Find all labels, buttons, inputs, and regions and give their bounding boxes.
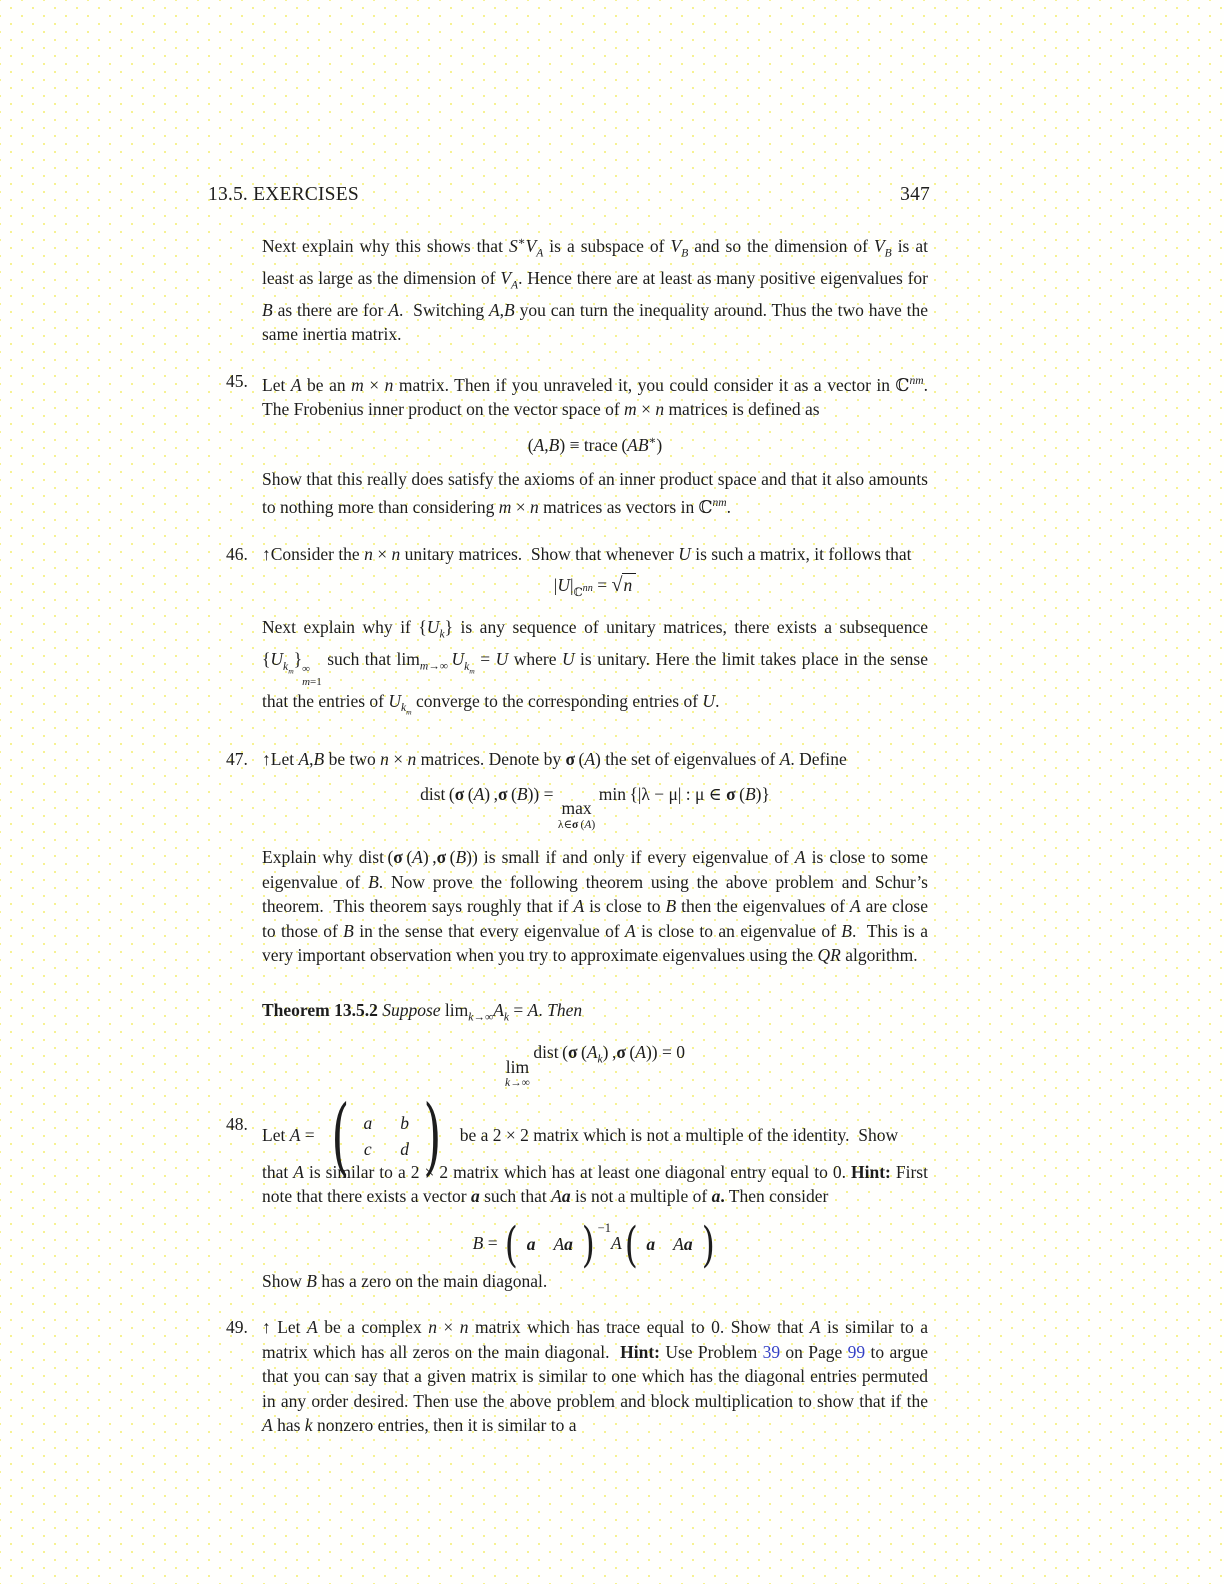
exercise-46	[226, 542, 928, 725]
exercise-47-formula: dist (σ (A) ,σ (B)) = max λ∈σ (A) min {|λ − μ| : μ ∈ σ (B)}	[420, 783, 770, 831]
exercise-49-paragraph-1: ↑ Let A be a complex n × n matrix which has trace equal to 0. Show that A is similar to a matrix which has all zeros on the main diagonal. Hint: Use Problem 39 on Page 99 to argue that you can say that a given matrix is similar to one which has the diagonal entries permuted in any order desired. Then use the above problem and block multiplication to show that if the A has k nonzero entries, then it is similar to a	[262, 1317, 929, 1436]
exercise-47-paragraph-1: ↑Let A,B be two n × n matrices. Denote by σ (A) the set of eigenvalues of A. Define	[262, 749, 847, 770]
section-heading: 13.5. EXERCISES	[208, 184, 359, 205]
exercise-45	[226, 369, 928, 520]
matrix-entry-b: b	[400, 1112, 409, 1133]
matrix-entry-d: d	[400, 1138, 409, 1159]
exercise-45-paragraph-2: Show that this really does satisfy the axioms of an inner product space and that it also amounts to nothing more than considering m × n matrices as vectors in ℂ$^{nm}$.	[262, 468, 928, 518]
page-99-link[interactable]: 99	[847, 1341, 866, 1362]
exercise-45-number: 45.	[226, 370, 248, 391]
matrix-2x2: ( a b c d )	[331, 1086, 442, 1185]
exercise-46-number: 46.	[226, 543, 248, 564]
theorem-statement: Suppose $\lim_{k\to\infty}A_k = A$. Then	[382, 999, 583, 1024]
intro-paragraph: Next explain why this shows that $S^∗V_A$ is a subspace of $V_B$ and so the dimension of $V_B$ is at least as large as the dimension of $V_A$. Hence there are at least as many positive eigenvalues for B as there are for A. Switching A,B you can turn the inequality around. Thus the two have the same inertia matrix.	[262, 235, 928, 345]
matrix-entry-a: a	[363, 1112, 373, 1133]
exercise-48-lead-text: Let A =	[262, 1125, 315, 1146]
theorem-13-5-2	[262, 998, 928, 1090]
exercise-48-number: 48.	[226, 1113, 248, 1134]
matrix-entries	[356, 1112, 416, 1160]
exercise-47-paragraph-2: Explain why dist (σ (A) ,σ (B)) is small if and only if every eigenvalue of A is close to some eigenvalue of B. Now prove the following theorem using the above problem and Schur’s theorem. This theorem says roughly that if A is close to B then the eigenvalues of A are close to those of B in the sense that every eigenvalue of A is close to an eigenvalue of B. This is a very important observation when you try to approximate eigenvalues using the QR algorithm.	[262, 847, 929, 966]
exercise-46-paragraph-2: Next explain why if $\{U_k\}$ is any sequence of unitary matrices, there exists a subsequence $\{U_{k_m}\}$ ∞ m=1 such that $\lim_{m\to\infty} U_{k_m} = U$ where U is unitary. Here the limit takes place in the sense that the entries of $U_{k_m}$ converge to the corresponding entries of U.	[262, 617, 928, 717]
theorem-heading: Theorem 13.5.2	[262, 999, 378, 1020]
exercise-48-paragraph-2: that A is similar to a 2 × 2 matrix which has at least one diagonal entry equal to 0. Hint: First note that there exists a vector a such that Aa is not a multiple of a. Then consider	[262, 1161, 928, 1207]
exercise-47	[226, 747, 929, 1090]
exercise-45-paragraph-1: Let A be an m × n matrix. Then if you unraveled it, you could consider it as a vector in ℂ$^{nm}$. The Frobenius inner product on the vector space of m × n matrices is defined as	[262, 374, 928, 420]
exercise-46-formula: $|U|_{ℂ^{nn}} = √n$	[262, 573, 928, 605]
exercise-49-number: 49.	[226, 1317, 248, 1338]
theorem-formula: lim k→∞ dist (σ $(A_k)$ ,σ (A)) = 0	[505, 1041, 685, 1089]
page-number: 347	[900, 184, 930, 205]
page-header	[208, 183, 930, 208]
page-content	[226, 230, 929, 1438]
exercise-47-number: 47.	[226, 749, 248, 770]
exercise-48-paragraph-3: Show B has a zero on the main diagonal.	[262, 1270, 548, 1291]
exercise-48-formula: B = ( a Aa ) $^{-1}$A( a Aa )	[472, 1216, 715, 1273]
exercise-45-formula: (A,B) ≡ trace (AB∗)	[527, 434, 663, 455]
matrix-entry-c: c	[363, 1138, 372, 1159]
exercise-49	[226, 1315, 929, 1438]
problem-39-link[interactable]: 39	[762, 1341, 781, 1362]
exercise-48	[226, 1086, 928, 1294]
exercise-46-paragraph-1: ↑Consider the n × n unitary matrices. Show that whenever U is such a matrix, it follows that	[262, 543, 912, 564]
exercise-48-after-text: be a 2 × 2 matrix which is not a multiple of the identity. Show	[459, 1125, 899, 1146]
